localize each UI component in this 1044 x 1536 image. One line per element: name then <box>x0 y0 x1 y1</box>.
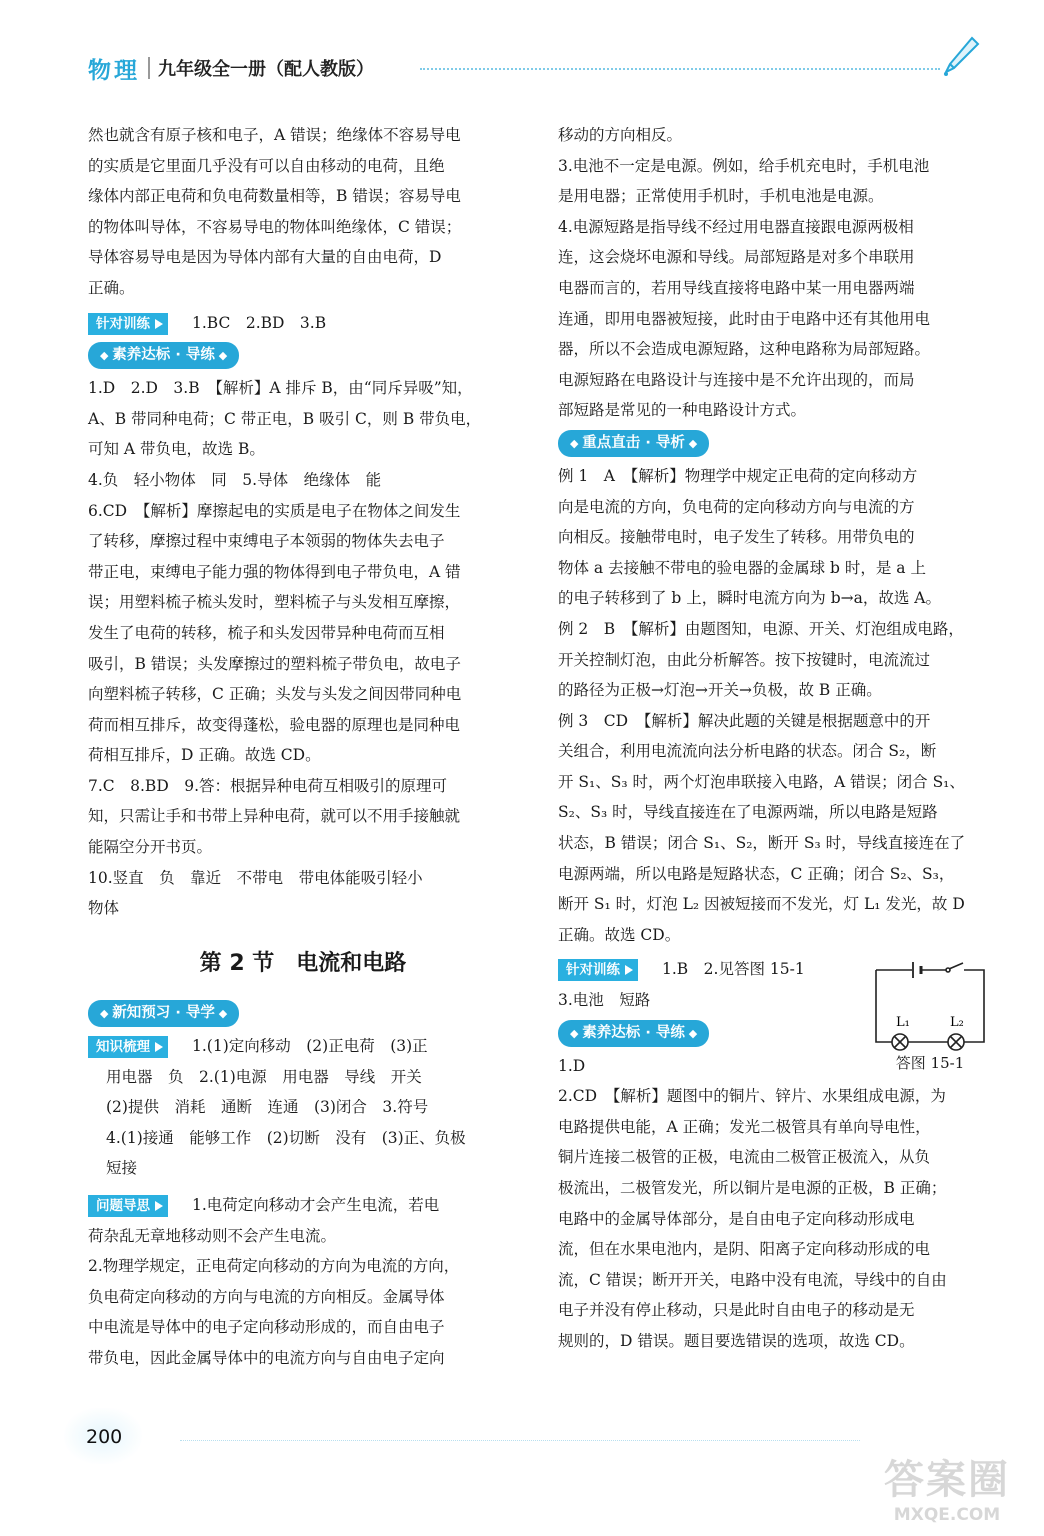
text-line: 电子并没有停止移动，只是此时自由电子的移动是无 <box>558 1301 915 1320</box>
text-line: 7.C 8.BD 9.答：根据异种电荷互相吸引的原理可 <box>88 776 448 795</box>
pill-focus: ◆ 重点直击 · 导析 ◆ <box>558 430 709 457</box>
figure-caption: 答图 15-1 <box>895 1054 965 1072</box>
text-line: 知，只需让手和书带上异种电荷，就可以不用手接触就 <box>88 807 461 826</box>
text-line: 开关控制灯泡，由此分析解答。按下按键时，电流流过 <box>558 650 931 669</box>
text-line: 用电器 负 2.(1)电源 用电器 导线 开关 <box>106 1067 422 1086</box>
text-line: 连，这会烧坏电源和导线。局部短路是对多个串联用 <box>558 248 915 267</box>
text-line: 的电子转移到了 b 上，瞬时电流方向为 b→a，故选 A。 <box>558 589 941 608</box>
example-3 <box>558 706 980 951</box>
right-column <box>558 120 980 1357</box>
text-line: 能隔空分开书页。 <box>88 838 213 857</box>
text-line: 了转移，摩擦过程中束缚电子本领弱的物体失去电子 <box>88 532 445 551</box>
text-line: 负电荷定向移动的方向与电流的方向相反。金属导体 <box>88 1287 445 1306</box>
page-header <box>88 52 374 84</box>
pen-icon <box>940 34 980 82</box>
text-line: 4.电源短路是指导线不经过用电器直接跟电源两极相 <box>558 217 914 236</box>
text-line: 流，但在水果电池内，是阴、阳离子定向移动形成的电 <box>558 1240 931 1259</box>
text-line: 开 S₁、S₃ 时，两个灯泡串联接入电路，A 错误；闭合 S₁、 <box>558 772 965 791</box>
header-divider <box>148 57 150 79</box>
text-line: 吸引，B 错误；头发摩擦过的塑料梳子带负电，故电子 <box>88 654 461 673</box>
text-line: 的路径为正极→灯泡→开关→负极，故 B 正确。 <box>558 681 882 700</box>
tag-questions: 问题导思 <box>88 1195 168 1217</box>
text-line: 带正电，束缚电子能力强的物体得到电子带负电，A 错 <box>88 562 461 581</box>
pill-label: 素养达标 · 导练 <box>112 347 215 364</box>
text-line: 然也就含有原子核和电子，A 错误；绝缘体不容易导电 <box>88 126 461 144</box>
text-line: 2.物理学规定，正电荷定向移动的方向为电流的方向， <box>88 1257 460 1276</box>
text-line: 铜片连接二极管的正极，电流由二极管正极流入，从负 <box>558 1148 931 1167</box>
text-line: 连通，即用电器被短接，此时由于电路中还有其他用电 <box>558 309 931 328</box>
text-line: 物体 a 去接触不带电的验电器的金属球 b 时，是 a 上 <box>558 558 926 577</box>
text-line: 是用电器；正常使用手机时，手机电池是电源。 <box>558 187 884 206</box>
text-line: 导体容易导电是因为导体内部有大量的自由电荷，D <box>88 248 442 267</box>
example-2 <box>558 614 980 706</box>
grade-title: 九年级全一册（配人教版） <box>158 59 374 80</box>
text-line: 1.D 2.D 3.B 【解析】A 排斥 B，由“同斥异吸”知， <box>88 379 473 398</box>
text-line: 例 2 B 【解析】由题图知，电源、开关、灯泡组成电路， <box>558 619 964 638</box>
text-line <box>88 1190 518 1221</box>
text-line: 荷杂乱无章地移动则不会产生电流。 <box>88 1226 337 1245</box>
answer-10 <box>88 863 518 924</box>
text-line: A、B 带同种电荷；C 带正电，B 吸引 C，则 B 带负电， <box>88 409 482 428</box>
pill-label: 新知预习 · 导学 <box>112 1005 215 1021</box>
text-line: 正确。 <box>88 278 135 297</box>
battery-icon <box>913 962 921 978</box>
text-line: 部短路是常见的一种电路设计方式。 <box>558 401 807 420</box>
answer-s2 <box>558 1081 980 1356</box>
lamp-l2-icon <box>948 1034 964 1050</box>
answers-7-9 <box>88 771 518 863</box>
knowledge-summary <box>88 1031 518 1184</box>
text-line: 荷相互排斥，D 正确。故选 CD。 <box>88 746 321 765</box>
practice-answers-2: 1.B 2.见答图 15-1 <box>662 960 805 979</box>
text-line: 电源两端，所以电路是短路状态，C 正确；闭合 S₂、S₃， <box>558 864 955 883</box>
watermark-url: MXQE.COM <box>893 1505 1001 1525</box>
text-line: 向相反。接触带电时，电子发生了转移。用带负电的 <box>558 528 915 547</box>
text-line: 2.CD 【解析】题图中的铜片、锌片、水果组成电源，为 <box>558 1087 946 1106</box>
practice-answers: 1.BC 2.BD 3.B <box>192 313 327 332</box>
text-line: 缘体内部正电荷和负电荷数量相等，B 错误；容易导电 <box>88 187 461 206</box>
pill-preview: ◆ 新知预习 · 导学 ◆ <box>88 1000 239 1027</box>
pill-label: 重点直击 · 导析 <box>582 434 685 451</box>
text-line: 中电流是导体中的电子定向移动形成的，而自由电子 <box>88 1318 445 1337</box>
text-line: 6.CD 【解析】摩擦起电的实质是电子在物体之间发生 <box>88 501 461 520</box>
left-column <box>88 120 518 924</box>
text-span: 1.电荷定向移动才会产生电流，若电 <box>192 1195 440 1214</box>
label-l2: L₂ <box>950 1015 964 1030</box>
guided-questions <box>88 1190 518 1374</box>
text-line: 状态，B 错误；闭合 S₁、S₂，断开 S₃ 时，导线直接连在了 <box>558 834 966 853</box>
text-line: 例 1 A 【解析】物理学中规定正电荷的定向移动方 <box>558 466 918 485</box>
text-line: 10.竖直 负 靠近 不带电 带电体能吸引轻小 <box>88 868 423 887</box>
point-3 <box>558 151 980 212</box>
text-line: 规则的，D 错误。题目要选错误的选项，故选 CD。 <box>558 1331 915 1350</box>
text-line: 电路提供电能，A 正确；发光二极管具有单向导电性， <box>558 1117 931 1136</box>
watermark-text: 答案圈 <box>884 1457 1010 1503</box>
text-line: 移动的方向相反。 <box>558 126 683 144</box>
text-line: 电路中的金属导体部分，是自由电子定向移动形成电 <box>558 1209 915 1228</box>
text-line: 误；用塑料梳子梳头发时，塑料梳子与头发相互摩擦， <box>88 593 461 612</box>
left-column-lower <box>88 996 518 1374</box>
text-line: 3.电池 短路 <box>558 991 651 1010</box>
tag-knowledge: 知识梳理 <box>88 1036 168 1058</box>
answers-1-3 <box>88 373 518 465</box>
text-line: 断开 S₁ 时，灯泡 L₂ 因被短接而不发光，灯 L₁ 发光，故 D <box>558 895 965 914</box>
text-line: 短接 <box>106 1159 138 1178</box>
answer-6 <box>88 496 518 771</box>
section-title: 第 2 节 电流和电路 <box>199 951 407 976</box>
lamp-l1-icon <box>892 1034 908 1050</box>
text-line: 电源短路在电路设计与连接中是不允许出现的，而局 <box>558 370 915 389</box>
text-line: 向是电流的方向，负电荷的定向移动方向与电流的方 <box>558 497 915 516</box>
text-line: 3.电池不一定是电源。例如，给手机充电时，手机电池 <box>558 156 930 175</box>
text-line: 流，C 错误；断开开关，电路中没有电流，导线中的自由 <box>558 1270 947 1289</box>
example-1 <box>558 461 980 614</box>
tag-practice-2: 针对训练 <box>558 959 638 981</box>
text-span: 1.(1)定向移动 (2)正电荷 (3)正 <box>192 1037 428 1055</box>
text-line: 器，所以不会造成电源短路，这种电路称为局部短路。 <box>558 340 931 359</box>
text-line: 可知 A 带负电，故选 B。 <box>88 440 265 459</box>
text-line: 关组合，利用电流流向法分析电路的状态。闭合 S₂，断 <box>558 742 937 761</box>
text-line: 发生了电荷的转移，梳子和头发因带异种电荷而互相 <box>88 623 445 642</box>
pill-mastery: ◆ 素养达标 · 导练 ◆ <box>88 342 239 369</box>
pill-mastery-2: ◆ 素养达标 · 导练 ◆ <box>558 1020 709 1047</box>
text-line: 带负电，因此金属导体中的电流方向与自由电子定向 <box>88 1348 445 1367</box>
subject-title: 物理 <box>88 57 140 84</box>
text-line: 正确。故选 CD。 <box>558 925 681 944</box>
label-l1: L₁ <box>896 1015 910 1030</box>
text-line: 物体 <box>88 899 120 918</box>
text-line: 向塑料梳子转移，C 正确；头发与头发之间因带同种电 <box>88 685 462 704</box>
text-line: 电器而言的，若用导线直接将电路中某一用电器两端 <box>558 278 915 297</box>
pill-label: 素养达标 · 导练 <box>582 1024 685 1041</box>
text-line: S₂、S₃ 时，导线直接连在了电源两端，所以电路是短路 <box>558 803 938 822</box>
switch-icon <box>946 963 963 972</box>
intro-paragraph <box>88 120 518 304</box>
header-dotted-line <box>420 68 940 70</box>
text-line: 1.D <box>558 1056 586 1075</box>
watermark <box>872 1448 1022 1525</box>
text-line: 的物体叫导体，不容易导电的物体叫绝缘体，C 错误； <box>88 217 462 236</box>
tag-practice: 针对训练 <box>88 313 168 335</box>
circuit-wires <box>876 970 984 1042</box>
text-line: 荷而相互排斥，故变得蓬松，验电器的原理也是同种电 <box>88 715 461 734</box>
answers-4-5: 4.负 轻小物体 同 5.导体 绝缘体 能 <box>88 470 382 489</box>
practice-row <box>88 308 518 339</box>
text-line: (2)提供 消耗 通断 连通 (3)闭合 3.符号 <box>106 1098 429 1117</box>
page-number: 200 <box>86 1426 123 1448</box>
footer-dotted-line <box>180 1440 860 1441</box>
text-line <box>88 1031 518 1062</box>
text-line: 极流出，二极管发光，所以铜片是电源的正极，B 正确； <box>558 1179 947 1197</box>
text-line: 例 3 CD 【解析】解决此题的关键是根据题意中的开 <box>558 711 931 730</box>
text-line: 4.(1)接通 能够工作 (2)切断 没有 (3)正、负极 <box>106 1128 466 1147</box>
point-4 <box>558 212 980 426</box>
text-line: 的实质是它里面几乎没有可以自由移动的电荷，且绝 <box>88 156 445 175</box>
